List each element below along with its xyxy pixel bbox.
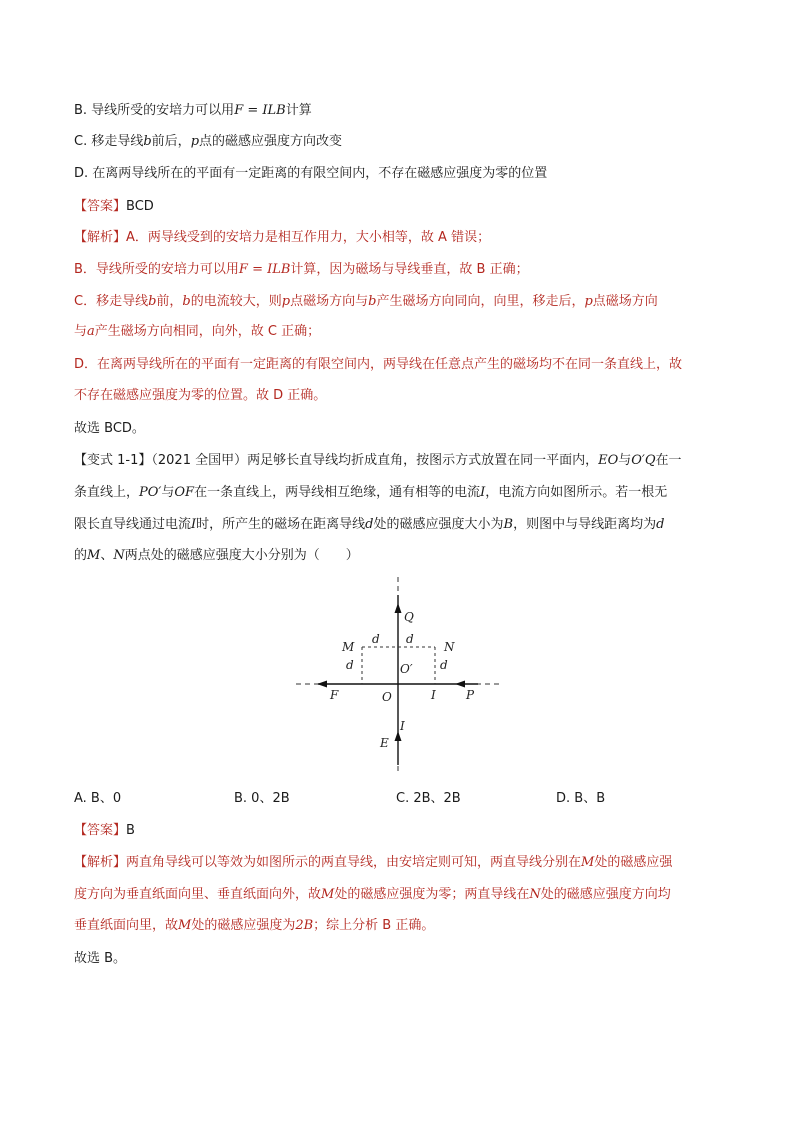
label-f: F <box>330 688 339 702</box>
arrow-left-p <box>455 681 465 688</box>
variant-line3: 限长直导线通过电流I时，所产生的磁场在距离导线d处的磁感应强度大小为B，则图中与导线距离均为d <box>74 517 665 532</box>
choice-a: A. B、0 <box>74 791 122 806</box>
analysis-1-d-line2: 不存在磁感应强度为零的位置。故 D 正确。 <box>74 388 327 403</box>
analysis-2-line2: 度方向为垂直纸面向里、垂直纸面向外，故M处的磁感应强度为零；两直导线在N处的磁感应强度方向均 <box>74 887 671 902</box>
label-e: E <box>380 736 389 750</box>
label-d-top-left: d <box>372 632 380 646</box>
analysis-2-line1: 【解析】两直角导线可以等效为如图所示的两直导线，由安培定则可知，两直导线分别在M处的磁感应强 <box>74 855 673 870</box>
label-d-right: d <box>440 658 448 672</box>
label-d-left: d <box>346 658 354 672</box>
option-b: B. 导线所受的安培力可以用F = ILB计算 <box>74 103 312 118</box>
analysis-2-line3: 垂直纸面向里，故M处的磁感应强度为2B；综上分析 B 正确。 <box>74 918 435 933</box>
analysis-1-c-line2: 与a产生磁场方向相同，向外，故 C 正确； <box>74 324 321 339</box>
analysis-1-a: 【解析】A．两导线受到的安培力是相互作用力，大小相等，故 A 错误； <box>74 230 491 245</box>
conclusion-2: 故选 B。 <box>74 951 127 966</box>
analysis-1-c-line1: C．移走导线b前，b的电流较大，则p点磁场方向与b产生磁场方向同向，向里，移走后，p点磁场方向 <box>74 294 658 309</box>
choice-b: B. 0、2B <box>234 791 290 806</box>
arrow-left-f <box>317 681 327 688</box>
label-d-top-right: d <box>406 632 414 646</box>
answer-label: 【答案】 <box>74 199 127 214</box>
variant-line2: 条直线上，PO′与OF在一条直线上，两导线相互绝缘，通有相等的电流I，电流方向如图所示。若一根无 <box>74 485 668 500</box>
label-o-prime: O′ <box>400 662 413 676</box>
label-o: O <box>382 690 392 704</box>
answer-label: 【答案】 <box>74 823 127 838</box>
answer-value: B <box>126 823 135 838</box>
label-n: N <box>444 640 455 654</box>
variant-line1: 【变式 1-1】（2021 全国甲）两足够长直导线均折成直角，按图示方式放置在同一平面内，EO与O′Q在一 <box>74 453 682 468</box>
label-m: M <box>342 640 355 654</box>
label-q: Q <box>404 610 414 624</box>
variant-line4: 的M、N两点处的磁感应强度大小分别为（ ） <box>74 548 359 563</box>
answer-2 <box>74 821 724 841</box>
variant-label: 【变式 1-1】 <box>74 453 152 468</box>
analysis-label: 【解析】 <box>74 230 127 245</box>
analysis-label: 【解析】 <box>74 855 127 870</box>
analysis-1-b: B．导线所受的安培力可以用F = ILB计算，因为磁场与导线垂直，故 B 正确； <box>74 262 529 277</box>
wire-diagram <box>290 575 510 775</box>
analysis-1-d-line1: D．在离两导线所在的平面有一定距离的有限空间内，两导线在任意点产生的磁场均不在同一条直线上，故 <box>74 357 683 372</box>
answer-1 <box>74 197 724 217</box>
label-i-lower: I <box>400 719 405 733</box>
choice-d: D. B、B <box>556 791 606 806</box>
label-i-right: I <box>431 688 436 702</box>
conclusion-1: 故选 BCD。 <box>74 421 145 436</box>
choice-c: C. 2B、2B <box>396 791 461 806</box>
answer-value: BCD <box>126 199 154 214</box>
arrow-up-q <box>395 603 402 613</box>
option-d: D. 在离两导线所在的平面有一定距离的有限空间内，不存在磁感应强度为零的位置 <box>74 166 548 181</box>
option-c: C. 移走导线b前后，p点的磁感应强度方向改变 <box>74 134 343 149</box>
label-p: P <box>466 688 475 702</box>
